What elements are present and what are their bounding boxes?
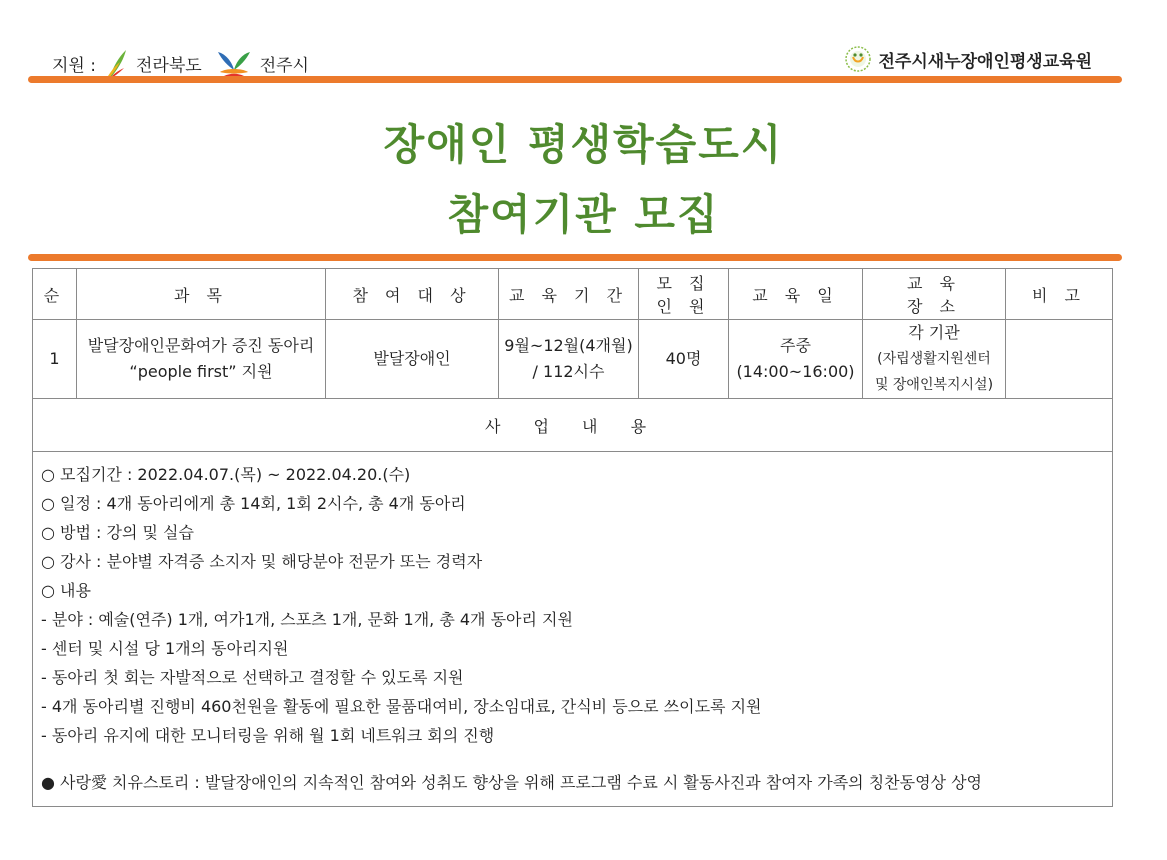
- footer-note: ● 사랑愛 치유스토리 : 발달장애인의 지속적인 참여와 성취도 향상을 위해 프로그램 수료 시 활동사진과 참여자 가족의 칭찬동영상 상영: [41, 773, 982, 792]
- cell-target: 발달장애인: [326, 320, 499, 399]
- header-period: 교 육 기 간: [499, 269, 639, 320]
- content-line: - 센터 및 시설 당 1개의 동아리지원: [41, 639, 289, 658]
- title-divider: [28, 254, 1122, 261]
- cell-subject-line1: 발달장애인문화여가 증진 동아리: [87, 336, 315, 355]
- header-place: [863, 269, 1006, 320]
- header-target: 참 여 대 상: [326, 269, 499, 320]
- content-line: - 동아리 유지에 대한 모니터링을 위해 월 1회 네트워크 회의 진행: [41, 726, 495, 745]
- content-line: - 4개 동아리별 진행비 460천원을 활동에 필요한 물품대여비, 장소임대료, 간식비 등으로 쓰이도록 지원: [41, 697, 762, 716]
- header-capacity-line2: 인 원: [656, 297, 711, 316]
- cell-subject: [77, 320, 326, 399]
- header-note: 비 고: [1006, 269, 1113, 320]
- cell-place-line3: 및 장애인복지시설): [874, 377, 994, 393]
- content-line: ○ 강사 : 분야별 자격증 소지자 및 해당분야 전문가 또는 경력자: [41, 552, 483, 571]
- header-capacity-line1: 모 집: [656, 274, 711, 293]
- page-title-line2: 참여기관 모집: [447, 190, 720, 239]
- content-line: ○ 일정 : 4개 동아리에게 총 14회, 1회 2시수, 총 4개 동아리: [41, 494, 466, 513]
- organization: [845, 46, 1093, 72]
- section-title-row: [33, 399, 1113, 452]
- content-spacer: [41, 750, 1102, 768]
- jeonju-logo-icon: [216, 48, 252, 78]
- cell-days-line2: (14:00~16:00): [736, 362, 855, 381]
- cell-note: [1006, 320, 1113, 399]
- top-divider: [28, 76, 1122, 83]
- content-line: - 분야 : 예술(연주) 1개, 여가1개, 스포츠 1개, 문화 1개, 총 4개 동아리 지원: [41, 610, 573, 629]
- cell-subject-line2: “people first” 지원: [129, 362, 273, 381]
- cell-capacity: 40명: [639, 320, 729, 399]
- cell-days: [729, 320, 863, 399]
- city-name: 전주시: [259, 55, 309, 76]
- header-capacity: [639, 269, 729, 320]
- cell-no: 1: [33, 320, 77, 399]
- content-line: ○ 방법 : 강의 및 실습: [41, 523, 194, 542]
- content-row: [33, 452, 1113, 807]
- province-name: 전라북도: [135, 55, 202, 76]
- cell-period-line2: / 112시수: [532, 362, 605, 381]
- header: [32, 38, 1122, 78]
- content-line: - 동아리 첫 회는 자발적으로 선택하고 결정할 수 있도록 지원: [41, 668, 464, 687]
- header-subject: 과 목: [77, 269, 326, 320]
- header-place-line1: 교 육: [907, 274, 961, 293]
- jeonbuk-logo-icon: [106, 48, 128, 78]
- organization-logo-icon: [845, 46, 871, 72]
- recruitment-table: [32, 268, 1113, 807]
- content-line: ○ 모집기간 : 2022.04.07.(목) ~ 2022.04.20.(수): [41, 465, 411, 484]
- content-line: ○ 내용: [41, 581, 91, 600]
- cell-place-line1: 각 기관: [908, 323, 960, 342]
- header-days: 교 육 일: [729, 269, 863, 320]
- header-no: 순: [33, 269, 77, 320]
- cell-period-line1: 9월~12월(4개월): [504, 336, 633, 355]
- cell-days-line1: 주중: [780, 336, 811, 355]
- support-logos: [52, 48, 309, 78]
- header-place-line2: 장 소: [907, 297, 961, 316]
- cell-place: [863, 320, 1006, 399]
- section-title: 사 업 내 용: [33, 399, 1113, 452]
- organization-name: 전주시새누장애인평생교육원: [878, 51, 1092, 72]
- cell-period: [499, 320, 639, 399]
- table-row: [33, 320, 1113, 399]
- table-header-row: [33, 269, 1113, 320]
- page-title-line1: 장애인 평생학습도시: [383, 120, 784, 169]
- support-label: 지원 :: [52, 55, 96, 76]
- content-cell: [33, 452, 1113, 807]
- cell-place-line2: (자립생활지원센터: [877, 351, 991, 367]
